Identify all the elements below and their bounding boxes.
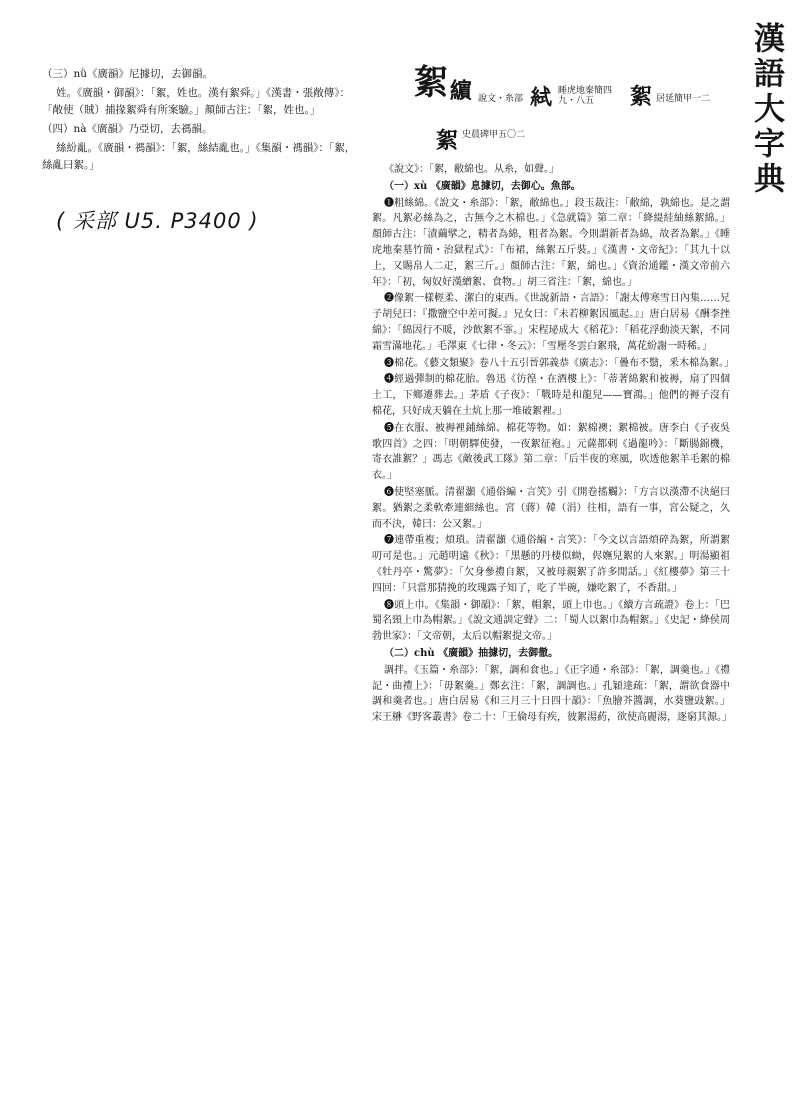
sense-paragraph: ❺在衣服、被褥裡鋪絲綿、棉花等物。如：絮棉襖；絮棉被。唐李白《子夜吳歌四首》之四：「明朝驛使發，一夜絮征袍。」元薩都剌《過龍吟》：「斷腸錦機，寄衣誰絮？」馮志《敵後武工隊》第二章：「后半夜的寒風，吹透他絮羊毛絮的棉衣。」 xyxy=(372,422,730,482)
sense-paragraph: 調拌。《玉篇・糸部》：「絮，調和食也。」《正字通・糸部》：「絮，調羹也。」《禮記・曲禮上》：「毋絮羹。」鄭玄注：「絮，調調也。」孔穎達疏：「絮，謂欲食器中調和羹者也。」唐白居易《和三月三十日四十韻》：「魚膾芥醬調，水葵鹽豉絮。」宋王楙《野客叢書》卷二十：「王倫母有疾，彼絮湯葯，欲使高麗湯，逐窮其源。」 xyxy=(372,664,732,724)
source-note: 居延簡甲一二 xyxy=(656,94,711,104)
head-character-variant: 𥿮 xyxy=(530,84,553,110)
head-character: 絮 xyxy=(414,63,448,103)
sense-paragraph: ❻使堅塞脈。清翟灝《通俗編・言笑》引《開卷搖觸》：「方言以漢滯不決絕曰絮。猶絮之柔軟牽連細絲也。宮（蔣）韓（涓）往相，語有一事，宮公疑之，久而不決，韓曰：公又絮。」 xyxy=(372,486,730,530)
sense-paragraph: ❶粗絲綿。《說文・糸部》：「絮，敝綿也。」段玉裁注：「敝綿，孰綿也。是之謂絮。凡絮必絲為之，古無今之木棉也。」《急就篇》第二章：「絳緹絓紬絲絮綿。」顏師古注：「漬繭擘之，精者為綿，粗者為絮。今則謂新者為綿，故者為絮。」《睡虎地秦墓竹簡・治獄程式》：「布裙，絲絮五斤裝。」《漢書・文帝紀》：「其九十以上，又賜帛人二疋，絮三斤。」顏師古注：「絮，綿也。」《資治通鑑・漢文帝前六年》：「初，匈奴好漢繒絮、食物。」胡三省注：「絮，綿也。」 xyxy=(372,197,730,288)
head-character-variant: 𦆯 xyxy=(450,78,473,104)
entry-quote: 《說文》：「絮，敝綿也。从糸，如聲。」 xyxy=(384,164,559,175)
sense-paragraph: ❽頭上巾。《集韻・御韻》：「絮，帽絮，頭上巾也。」《續方言疏證》卷上：「巴蜀名頸上巾為帽絮。」《說文通訓定聲》二：「蜀人以絮巾為帽絮。」《史記・絳侯周勃世家》：「文帝朝，太后以帽絮提文帝。」 xyxy=(372,599,730,643)
snippet-paragraph: 姓。《廣韻・御韻》：「絮，姓也。漢有絮舜。」《漢書・張敞傳》：「敞使（賊）捕掾絮舜有所案驗。」顏師古注：「絮，姓也。」 xyxy=(42,87,350,116)
sense-paragraph: ❹經過彈制的棉花胎。魯迅《彷徨・在酒樓上》：「蒂著綿絮和被褥，扇了四個土工，下鄉遷葬去。」茅盾《子夜》：「戰時是和龍兒——寶鴻。」他們的褥子沒有棉花，只好成天躺在土炕上那一堆破絮裡。」 xyxy=(372,374,730,417)
entry-head-block xyxy=(410,58,740,166)
reading-heading: （一）xù 《廣韻》息據切，去御心。魚部。 xyxy=(384,180,581,192)
reading-heading: （二）chù 《廣韻》抽據切，去御徹。 xyxy=(384,647,559,659)
source-note: 睡虎地秦簡四九・八五 xyxy=(558,86,613,106)
source-note: 說文・糸部 xyxy=(478,94,524,104)
dictionary-title: 漢語大字典 xyxy=(748,22,784,197)
entry-body xyxy=(372,162,734,727)
sense-paragraph: ❸棉花。《藝文類聚》卷八十五引晉郭義恭《廣志》：「疊布不翳，釆木棉為絮。」 xyxy=(384,357,734,369)
head-character-variant: 絮 xyxy=(436,128,459,154)
pasted-entry-snippet xyxy=(42,66,360,176)
snippet-paragraph: 絲紛亂。《廣韻・禡韻》：「絮，絲結亂也。」《集韻・禡韻》：「絮，絲亂曰絮。」 xyxy=(42,142,356,171)
snippet-paragraph: （四）nà《廣韻》乃亞切，去禡韻。 xyxy=(42,123,213,135)
snippet-paragraph: （三）nǜ《廣韻》尼據切，去御韻。 xyxy=(42,68,214,80)
sense-paragraph: ❼連帶重複；煩瑣。清翟灝《通俗編・言笑》：「今文以言語煩碎為絮，所謂絮叨可是也。」元趙明遠《秋》：「黑懸的丹棲似蚴，侭嫵兒絮的人來絮。」明湯顯祖《牡丹亭・驚夢》：「欠身參禮自絮，又被母親絮了許多閒話。」《紅樓夢》第三十四回：「只當那猜挽的玫瑰露子知了，吃了半碗，嫌吃絮了，不香甜。」 xyxy=(372,535,730,594)
sense-paragraph: ❷像絮一樣輕柔、潔白的東西。《世說新語・言語》：「謝太傅寒雪日內集……兄子胡兒曰：『撒鹽空中差可擬。』兄女曰：『未若柳絮因風起。』」唐白居易《酬李挫綿》：「綿因行不暖，沙飲絮不霏。」宋程珌成大《稻花》：「稻花浮動淡天絮，不同霜雪滿地花。」毛澤東《七律・冬云》：「雪壓冬雲白絮飛，萬花紛謝一時稀。」 xyxy=(372,293,730,352)
source-note: 史晨碑甲五〇二 xyxy=(462,130,526,140)
handwritten-note: ( 采部 U5. P3400 ) xyxy=(56,209,259,233)
head-character-variant: 絮 xyxy=(630,84,653,110)
